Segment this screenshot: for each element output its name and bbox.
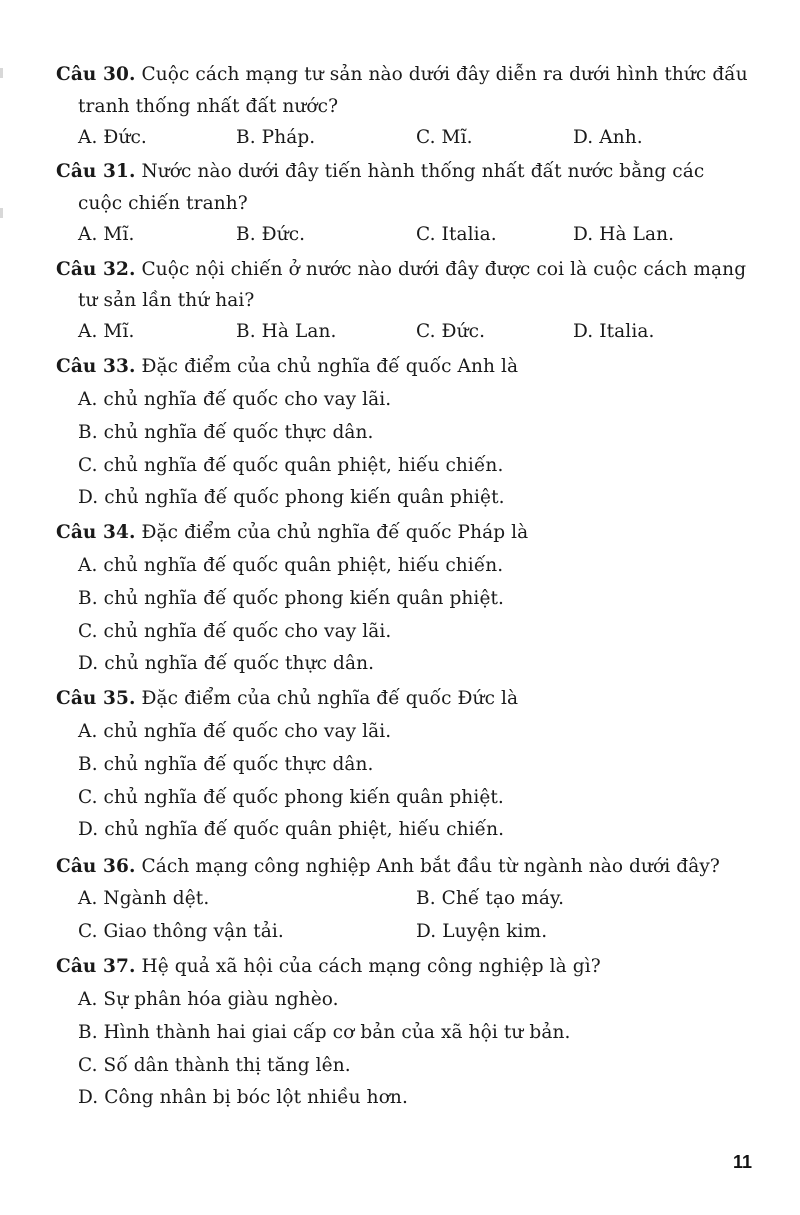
option-d: D. Anh. — [573, 127, 643, 148]
option-d: D. Luyện kim. — [416, 921, 548, 942]
option-c: C. chủ nghĩa đế quốc phong kiến quân phiệt. — [78, 787, 504, 808]
question-stem: Câu 31. Nước nào dưới đây tiến hành thống nhất đất nước bằng các — [56, 161, 705, 182]
question-number: Câu 33. — [56, 356, 136, 377]
option-d: D. chủ nghĩa đế quốc thực dân. — [78, 653, 375, 674]
question-number: Câu 34. — [56, 522, 136, 543]
option-a: A. chủ nghĩa đế quốc quân phiệt, hiếu chiến. — [78, 555, 504, 576]
question-stem: Câu 35. Đặc điểm của chủ nghĩa đế quốc Đức là — [56, 688, 519, 709]
option-d: D. Công nhân bị bóc lột nhiều hơn. — [78, 1087, 408, 1108]
option-c: C. Giao thông vận tải. — [78, 921, 284, 942]
option-c: C. Italia. — [416, 224, 497, 245]
option-c: C. chủ nghĩa đế quốc cho vay lãi. — [78, 621, 392, 642]
option-b: B. chủ nghĩa đế quốc thực dân. — [78, 422, 374, 443]
option-b: B. chủ nghĩa đế quốc thực dân. — [78, 754, 374, 775]
option-c: C. Mĩ. — [416, 127, 473, 148]
question-stem-continued: cuộc chiến tranh? — [78, 193, 248, 214]
question-stem: Câu 33. Đặc điểm của chủ nghĩa đế quốc Anh là — [56, 356, 519, 377]
question-stem: Câu 36. Cách mạng công nghiệp Anh bắt đầu từ ngành nào dưới đây? — [56, 856, 720, 877]
question-stem-continued: tranh thống nhất đất nước? — [78, 96, 339, 117]
option-a: A. Đức. — [78, 127, 147, 148]
question-number: Câu 31. — [56, 161, 136, 182]
option-a: A. Sự phân hóa giàu nghèo. — [78, 989, 339, 1010]
option-a: A. chủ nghĩa đế quốc cho vay lãi. — [78, 721, 392, 742]
question-stem-continued: tư sản lần thứ hai? — [78, 290, 255, 311]
question-number: Câu 32. — [56, 259, 136, 280]
question-number: Câu 37. — [56, 956, 136, 977]
option-a: A. Ngành dệt. — [78, 888, 210, 909]
question-stem: Câu 30. Cuộc cách mạng tư sản nào dưới đây diễn ra dưới hình thức đấu — [56, 64, 748, 85]
option-b: B. chủ nghĩa đế quốc phong kiến quân phiệt. — [78, 588, 505, 609]
option-b: B. Chế tạo máy. — [416, 888, 565, 909]
question-stem: Câu 34. Đặc điểm của chủ nghĩa đế quốc Pháp là — [56, 522, 529, 543]
question-stem: Câu 37. Hệ quả xã hội của cách mạng công nghiệp là gì? — [56, 956, 601, 977]
option-b: B. Hà Lan. — [236, 321, 337, 342]
option-d: D. chủ nghĩa đế quốc phong kiến quân phiệt. — [78, 487, 505, 508]
option-a: A. Mĩ. — [78, 224, 135, 245]
option-c: C. chủ nghĩa đế quốc quân phiệt, hiếu chiến. — [78, 455, 504, 476]
question-number: Câu 30. — [56, 64, 136, 85]
scan-mark — [0, 208, 3, 218]
question-number: Câu 36. — [56, 856, 136, 877]
question-stem: Câu 32. Cuộc nội chiến ở nước nào dưới đây được coi là cuộc cách mạng — [56, 259, 747, 280]
scan-mark — [0, 68, 3, 78]
question-number: Câu 35. — [56, 688, 136, 709]
option-a: A. Mĩ. — [78, 321, 135, 342]
page-number: 11 — [733, 1152, 753, 1172]
option-d: D. Italia. — [573, 321, 655, 342]
option-d: D. chủ nghĩa đế quốc quân phiệt, hiếu chiến. — [78, 819, 505, 840]
option-d: D. Hà Lan. — [573, 224, 675, 245]
option-b: B. Pháp. — [236, 127, 316, 148]
option-b: B. Đức. — [236, 224, 306, 245]
option-b: B. Hình thành hai giai cấp cơ bản của xã hội tư bản. — [78, 1022, 571, 1043]
option-c: C. Đức. — [416, 321, 486, 342]
option-c: C. Số dân thành thị tăng lên. — [78, 1055, 351, 1076]
option-a: A. chủ nghĩa đế quốc cho vay lãi. — [78, 389, 392, 410]
